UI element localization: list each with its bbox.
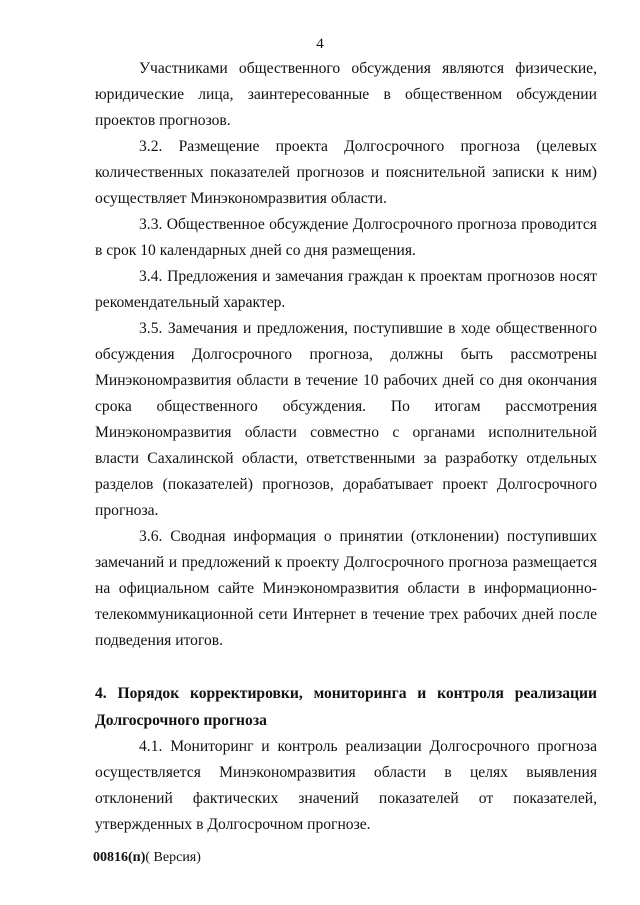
paragraph-3-2: 3.2. Размещение проекта Долгосрочного прогноза (целевых количественных показателей прогнозов и пояснительной записки к ним) осуществляет Минэкономразвития области. [95, 138, 597, 207]
section-heading: 4. Порядок корректировки, мониторинга и контроля реализации Долгосрочного прогноза [95, 685, 597, 729]
paragraph-4-1: 4.1. Мониторинг и контроль реализации Долгосрочного прогноза осуществляется Минэкономразвития области в целях выявления отклонений фактических значений показателей от показателей, утвержденных в Долгосрочном прогнозе. [95, 738, 597, 833]
paragraph-participants: Участниками общественного обсуждения являются физические, юридические лица, заинтересованные в общественном обсуждении проектов прогнозов. [95, 60, 597, 129]
page-number: 4 [316, 36, 324, 52]
document-version: ( Версия) [145, 850, 201, 865]
paragraph-3-3: 3.3. Общественное обсуждение Долгосрочного прогноза проводится в срок 10 календарных дней со дня размещения. [95, 216, 597, 259]
document-code: 00816(п) [93, 850, 146, 865]
document-body [95, 56, 597, 838]
paragraph-3-6: 3.6. Сводная информация о принятии (отклонении) поступивших замечаний и предложений к проекту Долгосрочного прогноза размещается на официальном сайте Минэкономразвития области в информационно-телекоммуникационной сети Интернет в течение трех рабочих дней после подведения итогов. [95, 528, 597, 649]
document-footer [93, 850, 201, 866]
paragraph-3-4: 3.4. Предложения и замечания граждан к проектам прогнозов носят рекомендательный характер. [95, 268, 597, 311]
paragraph-3-5: 3.5. Замечания и предложения, поступившие в ходе общественного обсуждения Долгосрочного прогноза, должны быть рассмотрены Минэкономразвития области в течение 10 рабочих дней со дня окончания срока общественного обсуждения. По итогам рассмотрения Минэкономразвития области совместно с органами исполнительной власти Сахалинской области, ответственными за разработку отдельных разделов (показателей) прогнозов, дорабатывает проект Долгосрочного прогноза. [95, 320, 597, 519]
